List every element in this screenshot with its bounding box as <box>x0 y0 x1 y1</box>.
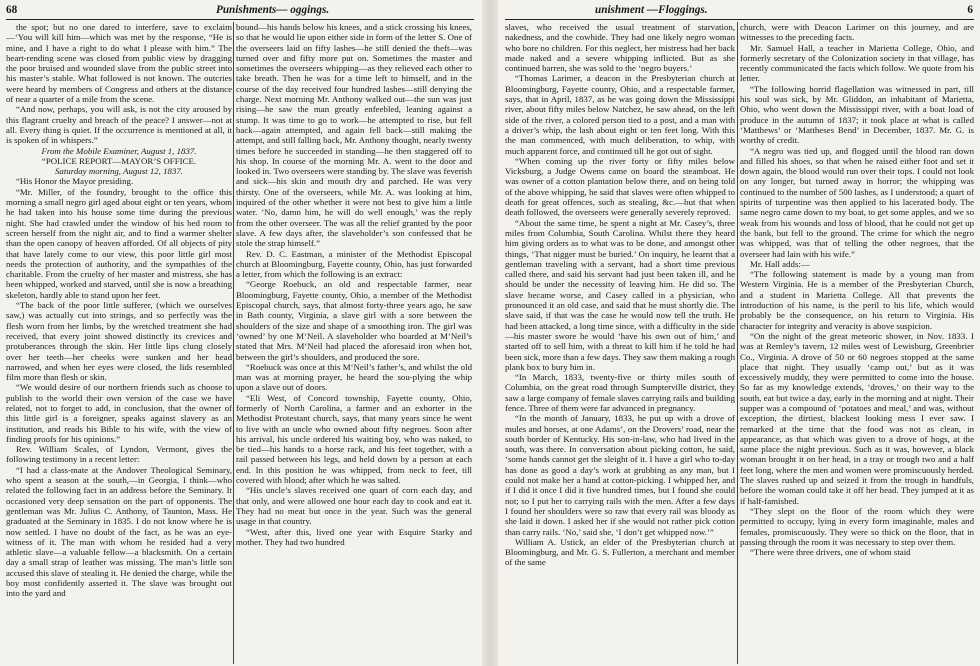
right-page-number: 6 <box>967 4 973 16</box>
right-running-title: unishment —Floggings. <box>595 4 708 16</box>
paragraph: “And now, perhaps, you will ask, is not the city aroused by this flagrant cruelty and breach of the peace? I answer—not at all. Every thing is quiet. If the occurrence is mentioned at all, it is spoken of in whispers.” <box>6 104 232 146</box>
text-column-2 <box>236 22 472 664</box>
paragraph: the spot; but no one dared to interfere, save to exclaim—‘You will kill him—which was met by the response, “He is mine, and I have a right to do what I please with him.” The heart-rending scene was closed from public view by dragging the poor bruised and wounded slave from the public street into his master’s stable. What followed is not known. The outcries were heard by members of Congress and others at the distance of near a quarter of a mile from the scene. <box>6 22 232 105</box>
paragraph: “On the night of the great meteoric shower, in Nov. 1833. I was at Remley’s tavern, 12 miles west of Lewisburg, Greenbrier Co., Virginia. A drove of 50 or 60 negroes stopped at the same place that night. They usually ‘camp out,’ but as it was excessively muddy, they were permitted to come into the house. So far as my knowledge extends, ‘droves,’ on their way to the south, eat but twice a day, early in the morning and at night. Their supper was a compound of ‘potatoes and meal,’ and was, without exception, the dirtiest, blackest looking mess I ever saw. I remarked at the time that the food was not as clean, in appearance, as that which was given to a drove of hogs, at the same place the night previous. Such as it was, however, a black woman brought it on her head, in a tray or trough two and a half feet long, where the men and women were promiscuously herded. The slaves rushed up and seized it from the trough in handfuls, before the woman could take it off her head. They jumped at it as if half-famished. <box>740 330 974 506</box>
paragraph: Mr. Samuel Hall, a teacher in Marietta College, Ohio, and formerly secretary of the Colonization society in that village, has recently communicated the facts which follow. We quote from his letter. <box>740 42 974 84</box>
left-running-title: Punishments— oggings. <box>216 4 330 16</box>
left-column-divider <box>233 22 234 664</box>
left-page-header <box>6 3 476 17</box>
paragraph: Rev. D. C. Eastman, a minister of the Methodist Episcopal church at Bloomingburg, Fayette county, Ohio, has just forwarded a letter, from which the following is an extract: <box>236 248 472 280</box>
paragraph: “George Roebuck, an old and respectable farmer, near Bloomingburg, Fayette county, Ohio, a member of the Methodist Episcopal church, says, that almost forty-three years ago, he saw in Bath county, Virginia, a slave girl with a sore between the shoulders of the size and shape of a smoothing iron. The girl was ‘owned’ by one M‘Neil. A slaveholder who boarded at M‘Neil’s stated that Mrs. M‘Neil had placed the aforesaid iron when hot, between the girl’s shoulders, and produced the sore. <box>236 279 472 362</box>
text-column-4 <box>740 22 974 664</box>
right-page-header <box>505 3 973 17</box>
right-header-rule <box>505 19 974 20</box>
paragraph: bound—his hands below his knees, and a stick crossing his knees, so that he would lie upon either side in form of the letter S. One of the overseers laid on fifty lashes—he still denied the theft—was turned over and fifty more put on. Sometimes the master and sometimes the overseers whipping—as they relieved each other to take breath. Then he was for a time left to himself, and in the course of the day received four hundred lashes—still denying the charge. Next morning Mr. Anthony walked out—the sun was just rising—he saw the man greatly enfeebled, leaning against a stump. It was time to go to work—he attempted to rise, but fell back—again attempted, and again fell back—still making the attempt, and still falling back, Mr. Anthony thought, nearly twenty times before he succeeded in standing—he then staggered off to his shop. In course of the morning Mr. A. went to the door and looked in. Two overseers were standing by. The slave was feverish and sick—his skin and mouth dry and parched. He was very thirsty. One of the overseers, while Mr. A. was looking at him, inquired of the other whether it were not best to give him a little water. ‘No, damn him, he will do well enough,’ was the reply from the other overseer. The was all the relief granted by the poor slave. A few days after, the slaveholder’s son confessed that he stole the strap himself.” <box>236 22 472 249</box>
paragraph: church, were with Deacon Larimer on this journey, and are witnesses to the preceding facts. <box>740 22 974 43</box>
paragraph: “Thomas Larimer, a deacon in the Presbyterian church at Bloomingburg, Fayette county, Ohio, and a respectable farmer, says, that in April, 1837, as he was going down the Mississippi river, about fifty miles below Natchez, he saw ahead, on the left side of the river, a colored person tied to a post, and a man with a driver’s whip, the lash about eight or ten feet long. With this the man commenced, with much deliberation, to whip, with much apparent force, and continued till he got out of sight. <box>505 73 735 156</box>
paragraph: Rev. William Scales, of Lyndon, Vermont, gives the following testimony in a recent letter: <box>6 444 232 465</box>
paragraph: “The following statement is made by a young man from Western Virginia. He is a member of the Presbyterian Church, and a student in Marietta College. All that prevents the introduction of his name, is the peril to his life, which would probably be the consequence, on his return to Virginia. His character for integrity and veracity is above suspicion. <box>740 269 974 331</box>
paragraph: “We would desire of our northern friends such as choose to publish to the world their own version of the case we have related, not to forget to add, in conclusion, that the owner of this little girl is a foreigner, speaks against slavery as an institution, and reads his Bible to his wife, with the view of finding proofs for his opinions.” <box>6 382 232 444</box>
paragraph: slaves, who received the usual treatment of starvation, nakedness, and the cowhide. They had one likely negro woman who bore no children. For this neglect, her mistress had her back made naked and a severe whipping inflicted. But as she continued barren, she was sold to the ‘negro buyers.’ <box>505 22 735 74</box>
text-column-3 <box>505 22 735 664</box>
text-column-1 <box>6 22 232 664</box>
paragraph: “West, after this, lived one year with Esquire Starky and mother. They had two hundred <box>236 526 472 547</box>
paragraph: “His uncle’s slaves received one quart of corn each day, and that only, and were allowed one hour each day to cook and eat it. They had no meat but once in the year. Such was the general usage in that country. <box>236 485 472 527</box>
paragraph: “When coming up the river forty or fifty miles below Vicksburg, a Judge Owens came on board the steamboat. He was owner of a cotton plantation below there, and on being told of the above whipping, he said that slaves were often whipped to death for great offences, such as stealing, &c.—but that when death followed, the overseers were generally severely reproved. <box>505 155 735 218</box>
left-page-number: 68 <box>6 4 18 16</box>
paragraph: William A. Ustick, an elder of the Presbyterian church at Bloomingburg, and Mr. G. S. Fullerton, a merchant and member of the same <box>505 536 735 568</box>
paragraph: “His Honor the Mayor presiding. <box>16 176 134 187</box>
paragraph: “In March, 1833, twenty-five or thirty miles south of Columbia, on the great road through Sumpterville district, they saw a large company of female slaves carrying rails and building fence. Three of them were far advanced in pregnancy. <box>505 372 735 413</box>
paragraph: “I had a class-mate at the Andover Theological Seminary, who spent a season at the south,—in Georgia, I think—who related the following fact in an address before the Seminary. It occasioned very deep sensation on the part of opponents. The gentleman was Mr. Julius C. Anthony, of Taunton, Mass. He graduated at the Seminary in 1835. I do not know where he is now settled. I have no doubt of the fact, as he was an eye-witness of it. The man with whom he resided had a very athletic slave—a valuable fellow—a blacksmith. On a certain day a small strap of leather was missing. The man’s little son accused this slave of stealing it. He denied the charge, while the boy most confidently asserted it. The slave was brought out into the yard and <box>6 464 232 599</box>
source-heading: From the Mobile Examiner, August 1, 1837. <box>41 145 197 156</box>
book-gutter <box>482 0 498 666</box>
report-heading: “POLICE REPORT—MAYOR’S OFFICE. <box>41 155 197 166</box>
report-date: Saturday morning, August 12, 1837. <box>55 166 183 177</box>
paragraph: “They slept on the floor of the room which they were permitted to occupy, lying in every form imaginable, males and females, promiscuously. They were so thick on the floor, that in passing through the room it was necessary to step over them. <box>740 505 974 547</box>
paragraph: “A negro was tied up, and flogged until the blood ran down and filled his shoes, so that when he raised either foot and set it down again, the blood would run over their tops. I could not look on any longer, but turned away in horror; the whipping was continued to the number of 500 lashes, as I understood; a quart of spirits of turpentine was then applied to his lacerated body. The same negro came down to my boat, to get some apples, and we so weak from his wounds and loss of blood, that he could not get up the bank, but fell to the ground. The crime for which the negro was whipped, was that of telling the other negroes, that the overseer had lain with his wife.” <box>740 145 974 259</box>
paragraph: “In the month of January, 1833, he put up with a drove of mules and horses, at one Adams’, on the Drovers’ road, near the south border of Kentucky. His son-in-law, who had lived in the south, was there. In conversation about picking cotton, he said, ‘some hands cannot get the sleight of it. I have a girl who to-day has done as good a day’s work at grubbing as any man, but I could not make her a hand at cotton-picking. I whipped her, and if I did it once I did it five hundred times, but I found she could not; so I put her to carrying rails with the men. After a few days I found her shoulders were so raw that every rail was bloody as she laid it down. I asked her if she would not rather pick cotton than carry rails. ‘No,’ said she, ‘I don’t get whipped now.’” <box>505 413 735 537</box>
paragraph: “Mr. Miller, of the foundry, brought to the office this morning a small negro girl aged about eight or ten years, whom he had taken into his house some time during the previous night. She had crawled under the window of his bed room to screen herself from the night air, and to find a warmer shelter than the open canopy of heaven afforded. Of all objects of pity that have lately come to our view, this poor little girl most needs the protection of authority, and the sympathies of the charitable. From the cruelty of her master and mistress, she has been whipped, worked and starved, until she is now a breathing skeleton, hardly able to stand upon her feet. <box>6 186 232 300</box>
left-header-rule <box>6 19 474 20</box>
paragraph: “Roebuck was once at this M‘Neil’s father’s, and whilst the old man was at morning prayer, he heard the sou-plying the whip upon a slave out of doors. <box>236 361 472 393</box>
paragraph: “There were three drivers, one of whom staid <box>750 547 911 558</box>
paragraph: Mr. Hall adds:— <box>750 258 810 269</box>
paragraph: “The following horrid flagellation was witnessed in part, till his soul was sick, by Mr. Gliddon, an inhabitant of Marietta, Ohio, who went down the Mississippi river, with a boat load of produce in the autumn of 1837; it took place at what is called ‘Matthews’ or ‘Mattheses Bend’ in December, 1837. Mr. G. is worthy of credit. <box>740 83 974 146</box>
right-column-divider <box>737 22 738 664</box>
paragraph: “Eli West, of Concord township, Fayette county, Ohio, formerly of North Carolina, a farmer and an exhorter in the Methodist Protestant church, says, that many years since he went to live with an uncle who owned about fifty negroes. Soon after his arrival, his uncle ordered his waiting boy, who was naked, to be tied—his hands to a horse rack, and his feet together, with a rail passed between his legs, and held down by a person at each end. In this position he was whipped, from neck to feet, till covered with blood; after which he was salted. <box>236 392 472 486</box>
paragraph: “About the same time, he spent a night at Mr. Casey’s, three miles from Columbia, South Carolina. Whilst there they heard him giving orders as to what was to be done, and amongst other things, ‘That nigger must be buried.’ On inquiry, he learnt that a gentleman traveling with a servant, had a short time previous called there, and said his servant had just been taken ill, and he should be under the necessity of leaving him. He did so. The slave became worse, and Casey called in a physician, who pronounced it an old case, and said that he must shortly die. The slave said, if that was the case he would now tell the truth. He had been attacked, a long time since, with a difficulty in the side—his master swore he would ‘have his own out of him,’ and started off to sell him, with a threat to kill him if he told he had been sick, more than a few days. They saw them making a rough plank box to bury him in. <box>505 217 735 372</box>
paragraph: “The back of the poor little sufferer, (which we ourselves saw,) was actually cut into strings, and so perfectly was the flesh worn from her limbs, by the wretched treatment she had received, that every joint showed distinctly its crevices and protuberances through the skin. Her little lips clung closely over her teeth—her cheeks were sunken and her head narrowed, and when her eyes were closed, the lids resembled film more than flesh or skin. <box>6 300 232 383</box>
